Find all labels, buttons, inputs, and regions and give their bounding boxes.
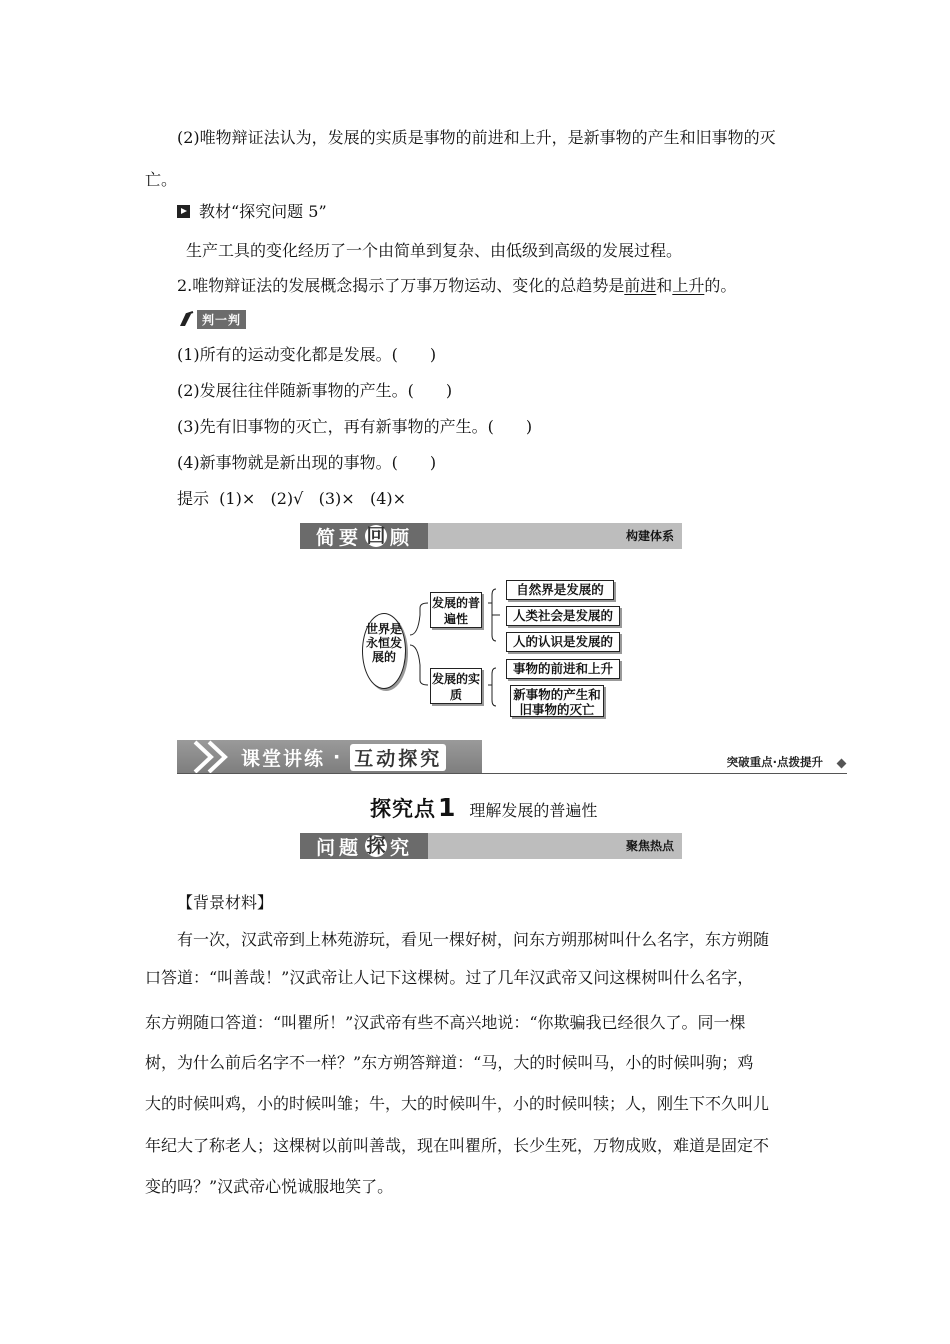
classroom-banner-side: 突破重点·点拨提升 xyxy=(726,755,823,769)
mindmap-branch: 发展的普遍性 xyxy=(430,592,482,628)
judge-hint: 提示 (1)× (2)√ (3)× (4)× xyxy=(177,489,407,508)
inquiry-point-number: 1 xyxy=(438,793,456,822)
mindmap-leaf: 人的认识是发展的 xyxy=(506,632,620,652)
textbook-heading xyxy=(177,202,327,222)
review-bar-t1: 简要 xyxy=(316,526,363,549)
paragraph-line: (2)唯物辩证法认为，发展的实质是事物的前进和上升，是新事物的产生和旧事物的灭 xyxy=(177,128,776,147)
review-bar-circle: 回 xyxy=(366,525,386,547)
inquiry-point xyxy=(370,793,597,823)
underlined-answer: 前进 xyxy=(624,276,657,295)
review-bar-t2: 顾 xyxy=(390,526,414,549)
background-line: 大的时候叫鸡，小的时候叫雏；牛，大的时候叫牛，小的时候叫犊；人，刚生下不久叫儿 xyxy=(145,1094,770,1113)
mindmap-leaf: 事物的前进和上升 xyxy=(506,659,620,679)
diamond-icon xyxy=(837,759,847,769)
judge-label xyxy=(177,309,246,329)
banner-underline xyxy=(177,773,847,774)
mindmap xyxy=(360,575,625,725)
mindmap-root: 世界是永恒发展的 xyxy=(362,613,406,689)
inquiry-point-label: 探究点 xyxy=(370,797,436,821)
textbook-heading-text: 教材“探究问题 5” xyxy=(199,202,327,221)
judge-item: (2)发展往往伴随新事物的产生。( ) xyxy=(177,381,453,400)
mindmap-leaf: 新事物的产生和旧事物的灭亡 xyxy=(510,685,604,717)
mindmap-branch: 发展的实质 xyxy=(430,668,482,704)
point-2 xyxy=(177,276,736,296)
textbook-text: 生产工具的变化经历了一个由简单到复杂、由低级到高级的发展过程。 xyxy=(186,241,683,260)
point-2-mid: 和 xyxy=(656,276,673,295)
paragraph-line: 亡。 xyxy=(145,170,178,189)
question-bar-title xyxy=(300,833,428,859)
background-line: 东方朔随口答道：“叫瞿所！”汉武帝有些不高兴地说：“你欺骗我已经很久了。同一棵 xyxy=(145,1013,746,1032)
judge-item: (3)先有旧事物的灭亡，再有新事物的产生。( ) xyxy=(177,417,533,436)
pen-icon xyxy=(177,310,195,328)
question-bar-circle: 探 xyxy=(366,835,386,857)
mindmap-leaf: 人类社会是发展的 xyxy=(506,606,620,626)
background-heading: 【背景材料】 xyxy=(177,893,274,912)
mindmap-leaf: 自然界是发展的 xyxy=(506,580,614,600)
underlined-answer: 上升 xyxy=(672,276,705,295)
background-line: 年纪大了称老人；这棵树以前叫善哉，现在叫瞿所，长少生死，万物成败，难道是固定不 xyxy=(145,1136,770,1155)
review-bar-title xyxy=(300,523,428,549)
background-line: 变的吗？”汉武帝心悦诚服地笑了。 xyxy=(145,1177,394,1196)
background-line: 树，为什么前后名字不一样？”东方朔答辩道：“马，大的时候叫马，小的时候叫驹；鸡 xyxy=(145,1053,754,1072)
background-line: 口答道：“叫善哉！”汉武帝让人记下这棵树。过了几年汉武帝又问这棵树叫什么名字， xyxy=(145,968,754,987)
point-2-prefix: 2.唯物辩证法的发展概念揭示了万事万物运动、变化的总趋势是 xyxy=(177,276,625,295)
question-bar-t1: 问题 xyxy=(316,836,363,859)
classroom-banner xyxy=(177,740,847,776)
classroom-banner-title xyxy=(241,740,446,774)
review-bar xyxy=(300,523,682,549)
inquiry-point-title: 理解发展的普遍性 xyxy=(469,801,598,820)
judge-item: (4)新事物就是新出现的事物。( ) xyxy=(177,453,437,472)
classroom-banner-dot: · xyxy=(333,746,343,768)
play-triangle-icon xyxy=(177,205,190,218)
question-bar-t2: 究 xyxy=(390,836,414,859)
point-2-suffix: 的。 xyxy=(704,276,737,295)
question-bar xyxy=(300,833,682,859)
double-chevron-icon xyxy=(191,740,235,774)
judge-item: (1)所有的运动变化都是发展。( ) xyxy=(177,345,437,364)
classroom-banner-right-part: 互动探究 xyxy=(350,744,446,771)
question-bar-right: 聚焦热点 xyxy=(625,839,674,853)
background-line: 有一次，汉武帝到上林苑游玩，看见一棵好树，问东方朔那树叫什么名字，东方朔随 xyxy=(177,930,770,949)
classroom-banner-left: 课堂讲练 xyxy=(241,747,326,770)
judge-label-text: 判一判 xyxy=(197,310,246,329)
review-bar-right: 构建体系 xyxy=(625,529,674,543)
